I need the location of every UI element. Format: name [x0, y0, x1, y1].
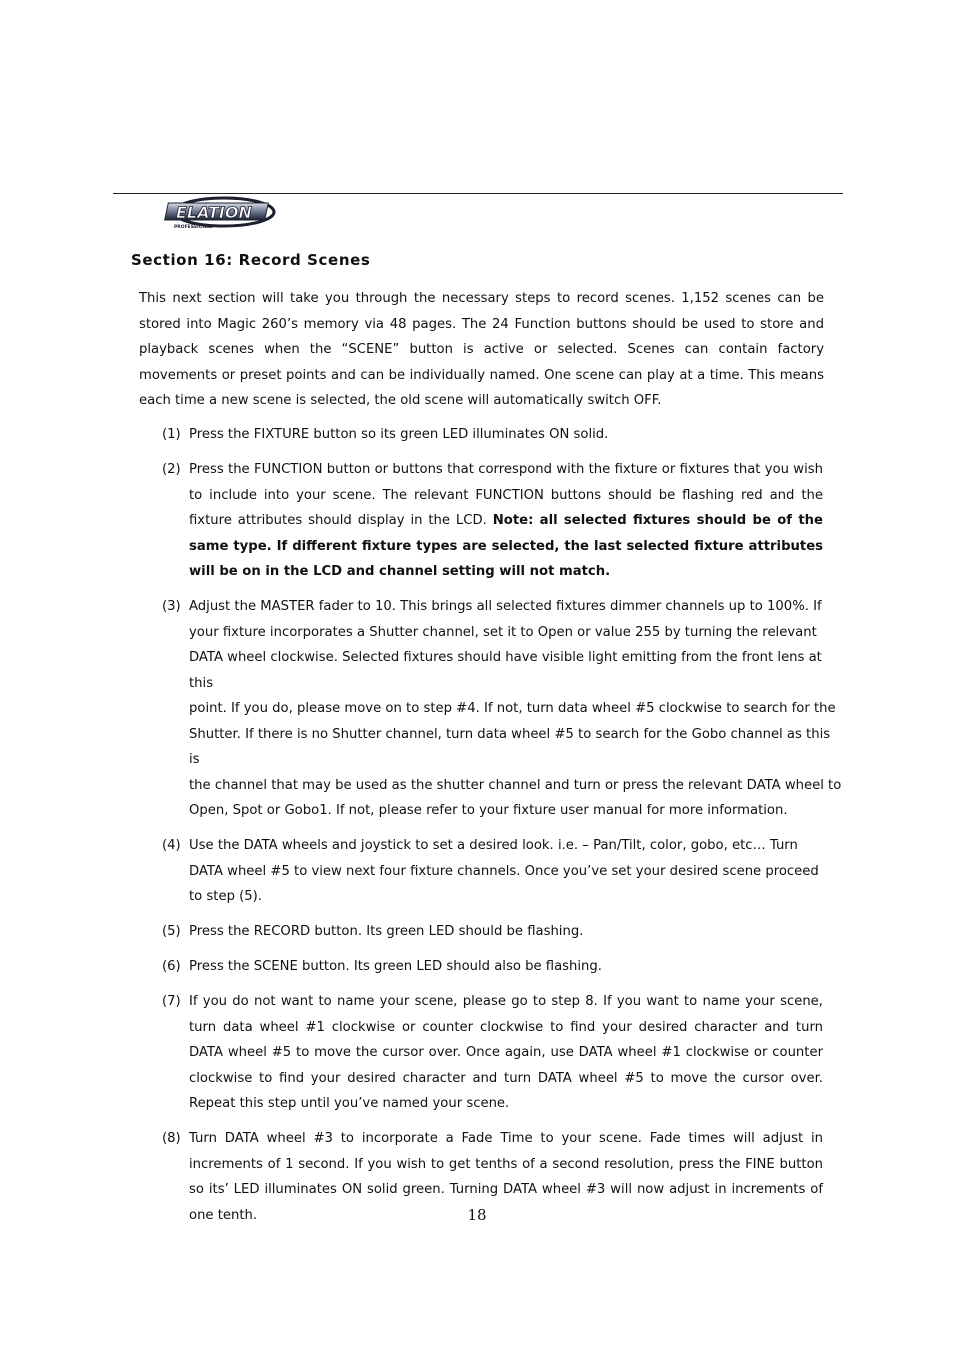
step-text: Press the RECORD button. Its green LED should be flashing.	[189, 924, 584, 939]
step-number: (3)	[162, 599, 181, 614]
elation-logo	[164, 195, 276, 233]
intro-paragraph: This next section will take you through the necessary steps to record scenes. 1,152 scenes can be stored into Magic 260’s memory via 48 pages. The 24 Function buttons should be used to store and playback scenes when the “SCENE” button is active or selected. Scenes can contain factory movements or preset points and can be individually named. One scene can play at a time. This means each time a new scene is selected, the old scene will automatically switch OFF.	[139, 291, 824, 408]
step-line: Shutter. If there is no Shutter channel, turn data wheel #5 to search for the Gobo channel as this is	[189, 726, 831, 767]
step-line: your fixture incorporates a Shutter channel, set it to Open or value 255 by turning the relevant	[189, 624, 817, 640]
step-text-normal: Press the FUNCTION button or buttons that correspond with the fixture or fixtures that you wish to include into your scene. The relevant FUNCTION buttons should be flashing red and the fixture attributes should display in the LCD.	[189, 462, 823, 528]
steps-list	[162, 422, 843, 1238]
step-text: Press the SCENE button. Its green LED should also be flashing.	[189, 959, 602, 974]
step-number: (2)	[162, 462, 181, 477]
section-title: Section 16: Record Scenes	[131, 251, 371, 269]
svg-text:PROFESSIONAL: PROFESSIONAL	[174, 225, 213, 230]
step-number: (6)	[162, 959, 181, 974]
step-text	[189, 457, 823, 585]
header-rule	[113, 193, 843, 194]
step-number: (4)	[162, 838, 181, 853]
list-item	[162, 954, 843, 980]
step-line: Adjust the MASTER fader to 10. This brings all selected fixtures dimmer channels up to 100%. If	[189, 599, 822, 614]
step-line: point. If you do, please move on to step #4. If not, turn data wheel #5 clockwise to search for the	[189, 701, 836, 716]
list-item	[162, 457, 843, 585]
step-number: (1)	[162, 427, 181, 442]
list-item	[162, 989, 843, 1117]
list-item	[162, 594, 843, 824]
list-item	[162, 422, 843, 448]
step-text: Press the FIXTURE button so its green LED illuminates ON solid.	[189, 427, 609, 442]
list-item	[162, 919, 843, 945]
step-text: If you do not want to name your scene, please go to step 8. If you want to name your scene, turn data wheel #1 clockwise or counter clockwise to find your desired character and turn DATA wheel #5 to move the cursor over. Once again, use DATA wheel #1 clockwise or counter clockwise to find your desired character and turn DATA wheel #5 to move the cursor over. Repeat this step until you’ve named your scene.	[189, 994, 823, 1111]
step-line: DATA wheel clockwise. Selected fixtures should have visible light emitting from the front lens at this	[189, 650, 822, 691]
step-number: (7)	[162, 994, 181, 1009]
step-line: Use the DATA wheels and joystick to set a desired look. i.e. – Pan/Tilt, color, gobo, etc… Turn	[189, 838, 798, 853]
step-number: (5)	[162, 924, 181, 939]
page-number: 18	[467, 1206, 487, 1224]
step-text: Turn DATA wheel #3 to incorporate a Fade Time to your scene. Fade times will adjust in increments of 1 second. If you wish to get tenths of a second resolution, press the FINE button so its’ LED illuminates ON solid green. Turning DATA wheel #3 will now adjust in increments of one tenth.	[189, 1131, 823, 1223]
step-line: Open, Spot or Gobo1. If not, please refer to your fixture user manual for more information.	[189, 803, 788, 818]
step-line: the channel that may be used as the shutter channel and turn or press the relevant DATA wheel to	[189, 777, 842, 793]
svg-text:ELATION: ELATION	[176, 203, 252, 222]
step-number: (8)	[162, 1131, 181, 1146]
step-line: DATA wheel #5 to view next four fixture channels. Once you’ve set your desired scene proceed	[189, 863, 819, 879]
list-item	[162, 833, 843, 910]
step-line: to step (5).	[189, 889, 263, 904]
step-note-bold: Note: all selected fixtures should be of the same type. If different fixture types are selected, the last selected fixture attributes will be on in the LCD and channel setting will not match.	[189, 513, 823, 579]
